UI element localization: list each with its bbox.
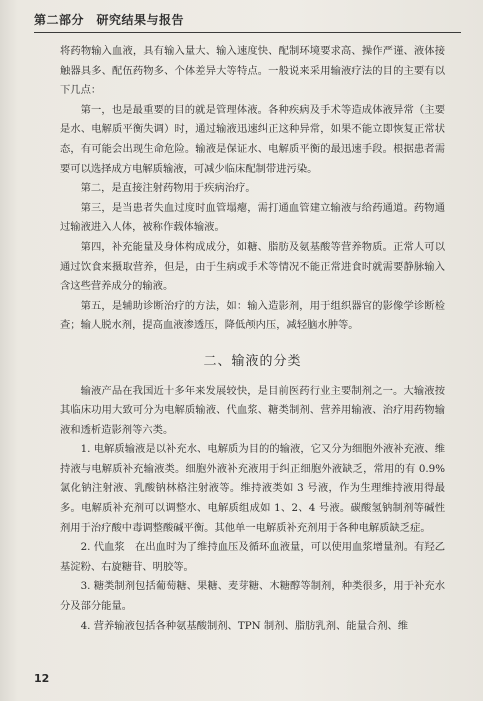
paragraph: 输液产品在我国近十多年来发展较快，是目前医药行业主要制剂之一。大输液按其临床功用大致可分为电解质输液、代血浆、糖类制剂、营养用输液、治疗用药物输液和透析造影剂等六类。 [60, 384, 445, 436]
paragraph: 第二，是直接注射药物用于疾病治疗。 [80, 182, 256, 195]
page-number: 12 [34, 672, 50, 685]
page-body [60, 42, 445, 636]
paragraph: 2. 代血浆 在出血时为了维持血压及循环血液量，可以使用血浆增量剂。有羟乙基淀粉、右旋糖苷、明胶等。 [60, 541, 445, 573]
intro-paragraphs [60, 42, 445, 336]
paragraph: 第三，是当患者失血过度时血管塌瘪，需打通血管建立输液与给药通道。药物通过输液进入人体，被称作载体输液。 [60, 201, 445, 234]
paragraph: 1. 电解质输液是以补充水、电解质为目的的输液，它又分为细胞外液补充液、维持液与电解质补充输液类。细胞外液补充液用于纠正细胞外液缺乏，常用的有 0.9% 氯化钠注射液、乳酸钠林格注射液等。维持液类如 3 号液，作为生理维持液用得最多。电解质补充剂可以调整水、电解质组成如 1、2、4 号液。碳酸氢钠制剂等碱性剂用于治疗酸中毒调整酸碱平衡。其他单一电解质补充剂用于各种电解质缺乏症。 [60, 443, 445, 534]
paragraph: 第五，是辅助诊断治疗的方法，如：输入造影剂，用于组织器官的影像学诊断检查；输人脱水剂，提高血液渗透压，降低颅内压，减轻脑水肿等。 [60, 299, 445, 332]
paragraph: 第四，补充能量及身体构成成分，如糖、脂肪及氨基酸等营养物质。正常人可以通过饮食来摄取营养，但是，由于生病或手术等情况不能正常进食时就需要静脉输入含这些营养成分的输液。 [60, 240, 445, 293]
paragraph: 3. 糖类制剂包括葡萄糖、果糖、麦芽糖、木糖醇等制剂，种类很多，用于补充水分及部分能量。 [60, 580, 445, 613]
paragraph: 第一，也是最重要的目的就是管理体液。各种疾病及手术等造成体液异常（主要是水、电解质平衡失调）时，通过输液迅速纠正这种异常，如果不能立即恢复正常状态，有可能会出现生命危险。输液是保证水、电解质平衡的最迅速手段。根据患者需要可以选择成方电解质输液，可减少临床配制带进污染。 [60, 103, 445, 175]
paragraph: 将药物输入血液，具有输入量大、输入速度快、配制环境要求高、操作严谨、液体接触器具多、配伍药物多、个体差异大等特点。一般说来采用输液疗法的目的主要有以下几点： [60, 45, 445, 97]
classification-paragraphs [60, 382, 445, 637]
running-header: 第二部分 研究结果与报告 [34, 8, 461, 33]
paragraph: 4. 营养输液包括各种氨基酸制剂、TPN 制剂、脂肪乳剂、能量合剂、维 [80, 619, 409, 632]
section-heading: 二、输液的分类 [203, 353, 302, 369]
